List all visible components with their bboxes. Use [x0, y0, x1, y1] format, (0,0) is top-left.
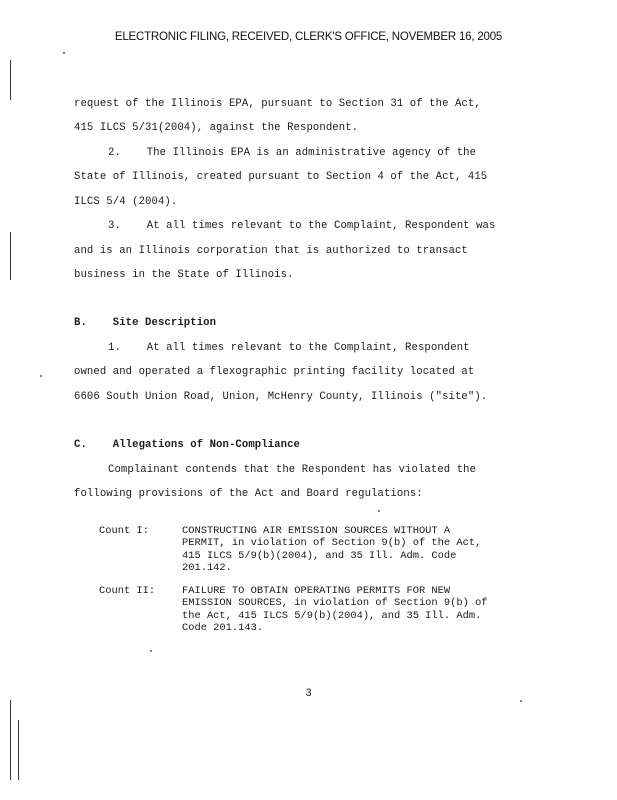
scan-speck [63, 52, 65, 54]
scan-speck [520, 700, 522, 702]
count-2-text: FAILURE TO OBTAIN OPERATING PERMITS FOR NEW EMISSION SOURCES, in violation of Section 9(b) of the Act, 415 ILCS 5/9(b)(2004), and 35 Ill. Adm. Code 201.143. [182, 585, 488, 635]
body-line: request of the Illinois EPA, pursuant to Section 31 of the Act, [74, 98, 481, 110]
body-line: ILCS 5/4 (2004). [74, 196, 178, 208]
body-line: following provisions of the Act and Board regulations: [74, 488, 423, 500]
paragraph-2-start: 2. The Illinois EPA is an administrative agency of the [108, 147, 477, 159]
scan-margin-mark [10, 232, 11, 280]
count-1-text: CONSTRUCTING AIR EMISSION SOURCES WITHOUT A PERMIT, in violation of Section 9(b) of the Act, 415 ILCS 5/9(b)(2004), and 35 Ill. Adm. Code 201.142. [182, 525, 482, 575]
section-b-heading: B. Site Description [74, 317, 217, 329]
scan-margin-mark [10, 700, 11, 780]
paragraph-3-start: 3. At all times relevant to the Complaint, Respondent was [108, 220, 496, 232]
filing-stamp-header: ELECTRONIC FILING, RECEIVED, CLERK'S OFFICE, NOVEMBER 16, 2005 [114, 31, 503, 43]
scan-speck [40, 375, 42, 377]
scan-speck [378, 510, 380, 512]
body-line: business in the State of Illinois. [74, 269, 294, 281]
body-line: 415 ILCS 5/31(2004), against the Respondent. [74, 122, 359, 134]
scan-speck [150, 650, 152, 652]
count-1-label: Count I: [99, 525, 149, 537]
body-line: State of Illinois, created pursuant to Section 4 of the Act, 415 [74, 171, 488, 183]
section-c-heading: C. Allegations of Non-Compliance [74, 439, 301, 451]
page-number: 3 [305, 688, 312, 700]
body-line: owned and operated a flexographic printing facility located at [74, 366, 475, 378]
body-line: 6606 South Union Road, Union, McHenry County, Illinois ("site"). [74, 391, 488, 403]
section-c-paragraph-start: Complainant contends that the Respondent has violated the [108, 464, 477, 476]
scan-margin-mark [18, 720, 19, 780]
scan-margin-mark [10, 60, 11, 100]
section-b-paragraph-start: 1. At all times relevant to the Complaint, Respondent [108, 342, 470, 354]
body-line: and is an Illinois corporation that is authorized to transact [74, 245, 468, 257]
count-2-label: Count II: [99, 585, 156, 597]
